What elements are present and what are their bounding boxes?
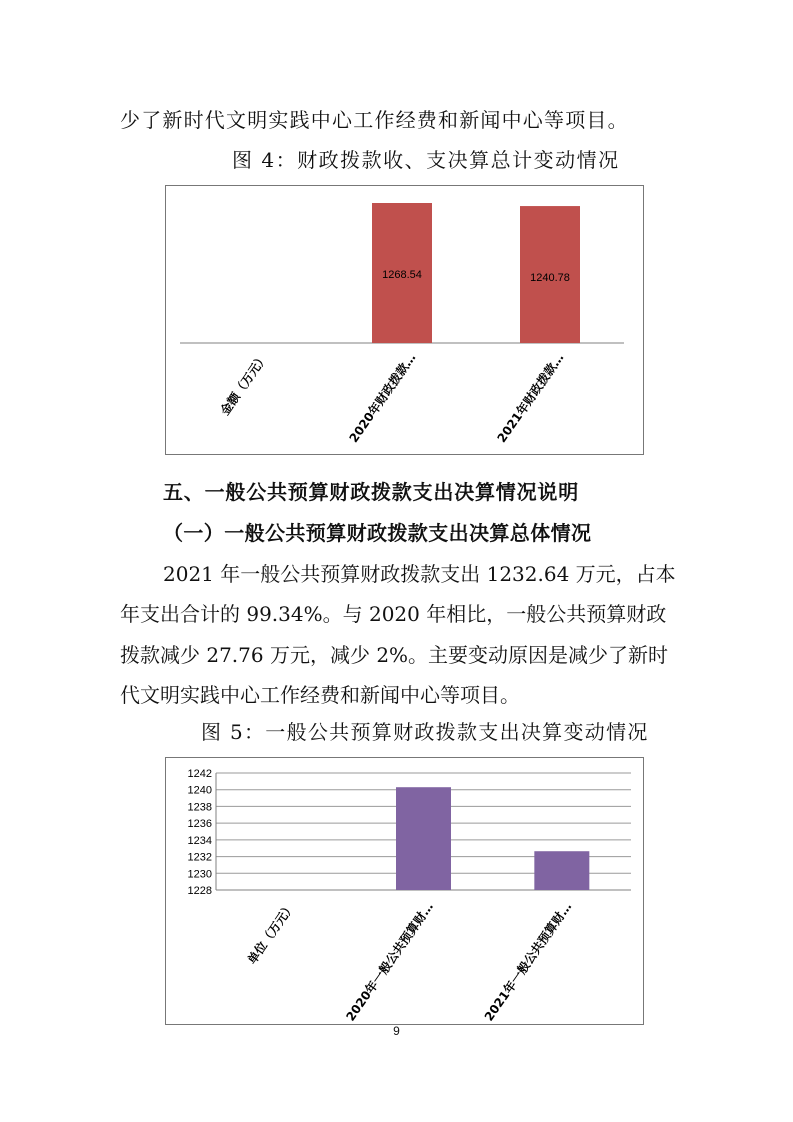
- figure-4-category-label-2: 2021年财政拨款…: [494, 350, 567, 446]
- figure-5-bar-2: [534, 851, 589, 890]
- body-paragraph-line-4: 代文明实践中心工作经费和新闻中心等项目。: [120, 683, 520, 707]
- page-number: 9: [393, 1024, 400, 1038]
- figure-5-category-label-1: 2020年一般公共预算财…: [343, 899, 436, 1024]
- figure-5-ytick-2: 1232: [187, 851, 212, 864]
- figure-5-category-label-2: 2021年一般公共预算财…: [481, 899, 575, 1024]
- figure-5-chart: [165, 757, 644, 1025]
- figure-5-ytick-3: 1234: [187, 834, 212, 847]
- figure-4-category-label-1: 2020年财政拨款…: [346, 350, 419, 446]
- body-paragraph-line-3: 拨款减少 27.76 万元，减少 2%。主要变动原因是减少了新时: [120, 643, 669, 667]
- figure-4-svg: [166, 186, 643, 454]
- figure-5-svg: [166, 758, 643, 1024]
- figure-4-data-label-1: 1268.54: [382, 269, 422, 281]
- section-heading-5: 五、一般公共预算财政拨款支出决算情况说明: [163, 480, 579, 504]
- body-paragraph-line-1: 2021 年一般公共预算财政拨款支出 1232.64 万元，占本: [163, 562, 676, 586]
- body-text-line-1: 少了新时代文明实践中心工作经费和新闻中心等项目。: [120, 108, 629, 132]
- figure-5-caption: 图 5：一般公共预算财政拨款支出决算变动情况: [201, 720, 649, 744]
- figure-5-ytick-6: 1240: [187, 784, 212, 797]
- body-paragraph-line-2: 年支出合计的 99.34%。与 2020 年相比，一般公共预算财政: [120, 602, 667, 626]
- figure-4-caption: 图 4：财政拨款收、支决算总计变动情况: [232, 148, 620, 172]
- figure-5-category-label-0: 单位（万元）: [244, 899, 298, 967]
- figure-5-ytick-5: 1238: [187, 801, 212, 814]
- figure-4-category-label-0: 金额（万元）: [217, 350, 271, 418]
- figure-5-ytick-7: 1242: [187, 768, 212, 780]
- section-subheading-1: （一）一般公共预算财政拨款支出决算总体情况: [163, 521, 592, 545]
- figure-5-ytick-4: 1236: [187, 818, 212, 831]
- figure-5-bar-1: [396, 787, 451, 890]
- figure-5-ytick-0: 1228: [187, 885, 212, 897]
- figure-4-chart: [165, 185, 644, 455]
- figure-5-ytick-1: 1230: [187, 868, 212, 881]
- figure-4-data-label-2: 1240.78: [530, 272, 570, 285]
